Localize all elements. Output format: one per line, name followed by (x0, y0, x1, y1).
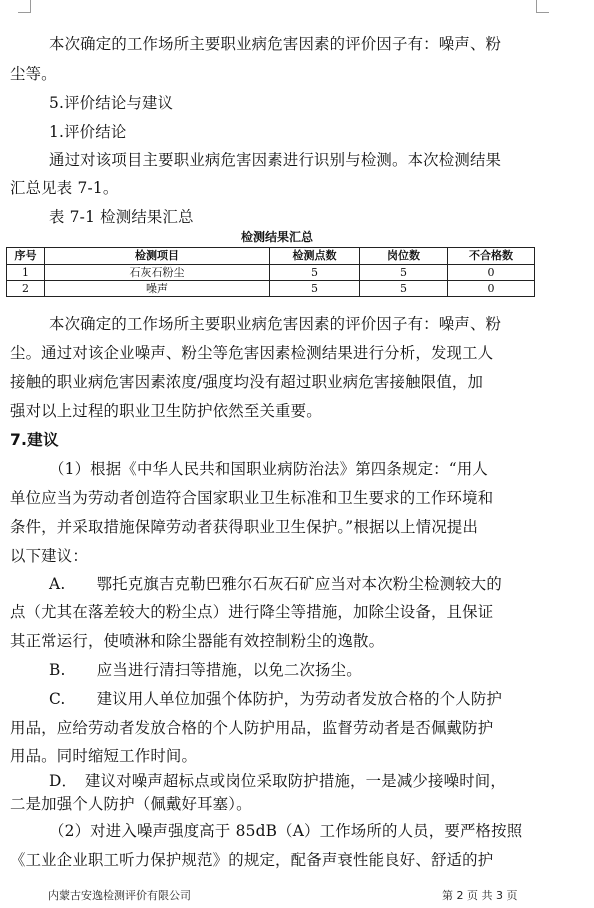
paragraph-line: （2）对进入噪声强度高于 85dB（A）工作场所的人员，要严格按照 (49, 822, 523, 840)
table-cell: 5 (270, 265, 360, 281)
table-cell: 0 (448, 281, 535, 297)
table-cell: 石灰石粉尘 (45, 265, 270, 281)
table-cell: 噪声 (45, 281, 270, 297)
table-header-row (7, 248, 535, 265)
paragraph-line: 以下建议： (10, 547, 88, 565)
paragraph-line: 单位应当为劳动者创造符合国家职业卫生标准和卫生要求的工作环境和 (10, 489, 494, 507)
paragraph-line: 《工业企业职工听力保护规范》的规定，配备声衰性能良好、舒适的护 (10, 851, 494, 869)
table-header-cell: 序号 (7, 248, 45, 265)
table-header-cell: 检测点数 (270, 248, 360, 265)
paragraph-line: 其正常运行，使喷淋和除尘器能有效控制粉尘的逸散。 (10, 632, 385, 650)
paragraph-line: 本次确定的工作场所主要职业病危害因素的评价因子有：噪声、粉 (49, 35, 502, 53)
paragraph-line: 二是加强个人防护（佩戴好耳塞）。 (10, 795, 252, 813)
table-cell: 5 (360, 281, 448, 297)
subsection-heading: 1.评价结论 (49, 123, 127, 141)
suggestion-c-line: C. 建议用人单位加强个体防护，为劳动者发放合格的个人防护 (49, 690, 503, 708)
paragraph-line: （1）根据《中华人民共和国职业病防治法》第四条规定：“用人 (49, 460, 489, 478)
table-cell: 0 (448, 265, 535, 281)
results-table (6, 247, 535, 297)
table-row (7, 281, 535, 297)
table-cell: 5 (270, 281, 360, 297)
footer-page-number: 第 2 页 共 3 页 (442, 889, 518, 902)
table-caption: 检测结果汇总 (240, 230, 313, 244)
table-cell: 2 (7, 281, 45, 297)
table-title: 表 7-1 检测结果汇总 (49, 208, 194, 226)
table-header-cell: 不合格数 (448, 248, 535, 265)
paragraph-line: 用品，应给劳动者发放合格的个人防护用品，监督劳动者是否佩戴防护 (10, 719, 494, 737)
footer-company: 内蒙古安逸检测评价有限公司 (48, 889, 191, 902)
section-heading: 5.评价结论与建议 (49, 94, 174, 112)
paragraph-line: 点（尤其在落差较大的粉尘点）进行降尘等措施，加除尘设备，且保证 (10, 603, 494, 621)
suggestion-a-line: A. 鄂托克旗吉克勒巴雅尔石灰石矿应当对本次粉尘检测较大的 (49, 575, 502, 593)
paragraph-line: 尘。通过对该企业噪声、粉尘等危害因素检测结果进行分析，发现工人 (10, 344, 494, 362)
table-cell: 1 (7, 265, 45, 281)
paragraph-line: 用品。同时缩短工作时间。 (10, 747, 198, 765)
suggestion-b-line: B. 应当进行清扫等措施，以免二次扬尘。 (49, 661, 362, 679)
table-header-cell: 岗位数 (360, 248, 448, 265)
table-header-cell: 检测项目 (45, 248, 270, 265)
paragraph-line: 通过对该项目主要职业病危害因素进行识别与检测。本次检测结果 (49, 151, 502, 169)
table-cell: 5 (360, 265, 448, 281)
paragraph-line: 强对以上过程的职业卫生防护依然至关重要。 (10, 402, 322, 420)
suggestion-d-line: D． 建议对噪声超标点或岗位采取防护措施，一是减少接噪时间， (49, 772, 506, 790)
paragraph-line: 尘等。 (10, 65, 57, 83)
paragraph-line: 本次确定的工作场所主要职业病危害因素的评价因子有：噪声、粉 (49, 315, 502, 333)
paragraph-line: 汇总见表 7-1。 (10, 179, 119, 197)
paragraph-line: 条件，并采取措施保障劳动者获得职业卫生保护。”根据以上情况提出 (10, 518, 479, 536)
table-row (7, 265, 535, 281)
section-heading: 7.建议 (10, 431, 59, 449)
paragraph-line: 接触的职业病危害因素浓度/强度均没有超过职业病危害接触限值，加 (10, 373, 484, 391)
